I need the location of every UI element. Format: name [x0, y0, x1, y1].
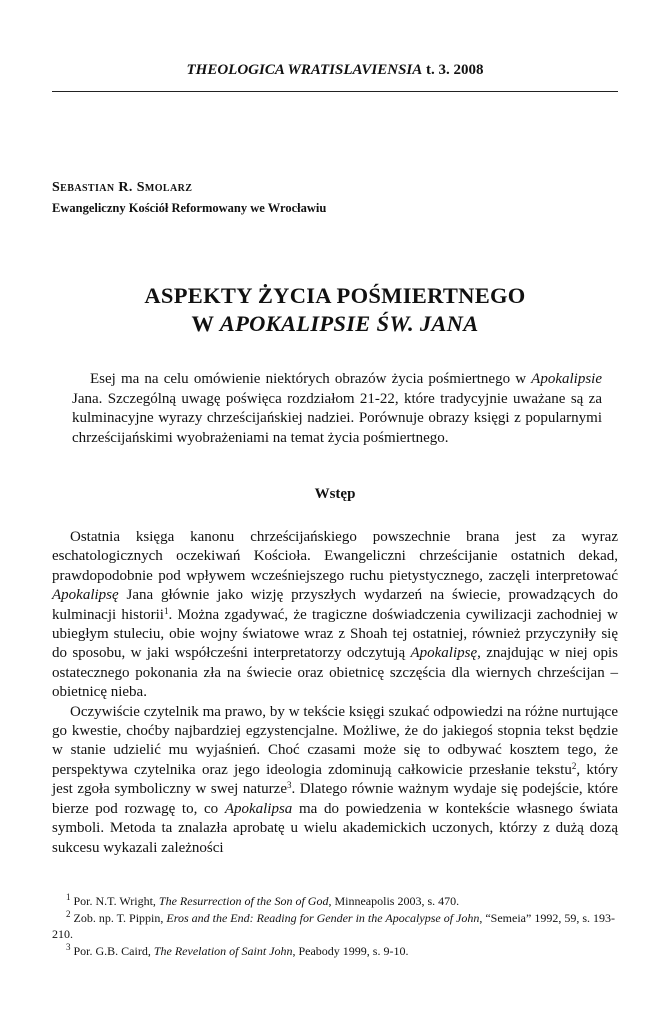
p1-text-4: , znajdując w niej opis ostatecznego pokonania zła na świecie oraz obietnicę szczęścia dla wiernych chrześcijan – obietnicę nieba.: [52, 645, 618, 701]
p1-text-3: . Można zgadywać, że tragiczne doświadczenia cywilizacji zachodniej w ubiegłym stuleciu, obie wojny światowe wraz z Shoah tej ostatniej, również przyczyniły się do sposobu, w jaki współcześni interpretatorzy odczytują: [52, 606, 619, 662]
title-line-2-prefix: W: [191, 311, 220, 336]
p2-text-4: ma do powiedzenia w kontekście własnego świata symboli. Metoda ta znalazła aprobatę u wielu akademickich uczonych, którzy z dużą dozą sukcesu wykazali zależności: [52, 800, 618, 856]
footnote-3: [52, 943, 618, 960]
abstract-paragraph: [72, 370, 602, 448]
running-head: [52, 62, 618, 79]
section-heading: Wstęp: [314, 486, 356, 502]
footnote-mark-2: 2: [66, 908, 71, 919]
paragraph-2: [52, 703, 618, 858]
journal-volume: t. 3. 2008: [426, 62, 484, 78]
author-name: Sebastian R. Smolarz: [52, 180, 193, 195]
footnote-mark-3: 3: [66, 941, 71, 952]
author-affiliation: Ewangeliczny Kościół Reformowany we Wrocławiu: [52, 201, 327, 215]
abstract: [72, 370, 602, 448]
p1-italic-2: Apokalipsę: [410, 645, 478, 662]
paragraph-1: [52, 528, 618, 703]
footnote-1-source: , Minneapolis 2003, s. 470.: [328, 894, 460, 908]
footnote-2-title: Eros and the End: Reading for Gender in the Apocalypse of John: [166, 910, 480, 925]
footnote-1-title: The Resurrection of the Son of God: [158, 894, 329, 908]
article-title: [52, 282, 618, 338]
body-text: [52, 528, 618, 858]
footnote-mark-1: 1: [66, 892, 71, 902]
p2-text-1: Oczywiście czytelnik ma prawo, by w tekście księgi szukać odpowiedzi na różne nurtujące go kwestie, choćby najbardziej egzystencjalne. Możliwe, że do jakiegoś stopnia tekst będzie w stanie udzielić mu wyjaśnień. Choć czasami może się to odbywać kosztem tego, że perspektywa czytelnika oraz jego ideologia zdominują całkowicie przesłanie tekstu: [52, 703, 618, 778]
abstract-text-2: Jana. Szczególną uwagę poświęca rozdziałom 21-22, które tradycyjnie uważane są za kulminacyjne wyrazy chrześcijańskiej nadziei. Porównuje obrazy księgi z popularnymi chrześcijańskimi wyobrażeniami na temat życia pośmiertnego.: [72, 390, 602, 446]
footnote-2-source: , “Semeia” 1992, 59, s. 193-210.: [52, 910, 615, 941]
title-line-2-italic: APOKALIPSIE ŚW. JANA: [219, 311, 479, 336]
journal-name: THEOLOGICA WRATISLAVIENSIA: [186, 62, 423, 78]
title-line-1: ASPEKTY ŻYCIA POŚMIERTNEGO: [144, 283, 526, 308]
p2-text-3: . Dlatego równie ważnym wydaje się podejście, które bierze pod rozwagę to, co: [52, 781, 618, 817]
footnote-ref-2: 2: [571, 760, 577, 771]
footnote-ref-1: 1: [163, 605, 169, 616]
footnote-3-title: The Revelation of Saint John: [153, 943, 293, 958]
p1-text-1: Ostatnia księga kanonu chrześcijańskiego powszechnie brana jest za wyraz eschatologicznych oczekiwań Kościoła. Ewangeliczni chrześcijanie ostatnich dekad, prawdopodobnie pod wpływem wcześniejszego ruchu pietystycznego, zaczęli interpretować: [52, 529, 618, 584]
footnote-2: [52, 910, 618, 943]
title-line-2: [52, 310, 618, 338]
p2-italic-1: Apokalipsa: [224, 800, 293, 817]
footnote-1-text: Por. N.T. Wright,: [70, 894, 159, 908]
abstract-text-1: Esej ma na celu omówienie niektórych obrazów życia pośmiertnego w: [90, 371, 532, 387]
abstract-italic-1: Apokalipsie: [531, 371, 602, 387]
p2-text-2: , który jest zgoła symboliczny w swej naturze: [52, 761, 618, 798]
footnote-ref-3: 3: [287, 780, 292, 791]
footnote-3-text: Por. G.B. Caird,: [70, 943, 154, 958]
footnote-1: [52, 893, 618, 910]
footnotes: [52, 893, 618, 959]
p1-italic-1: Apokalipsę: [52, 587, 119, 604]
header-divider: [52, 91, 618, 92]
footnote-2-text: Zob. np. T. Pippin,: [70, 910, 167, 925]
p1-text-2: Jana głównie jako wizję przyszłych wydarzeń na świecie, prowadzących do kulminacji historii: [52, 587, 618, 623]
footnote-3-source: , Peabody 1999, s. 9-10.: [292, 943, 409, 958]
